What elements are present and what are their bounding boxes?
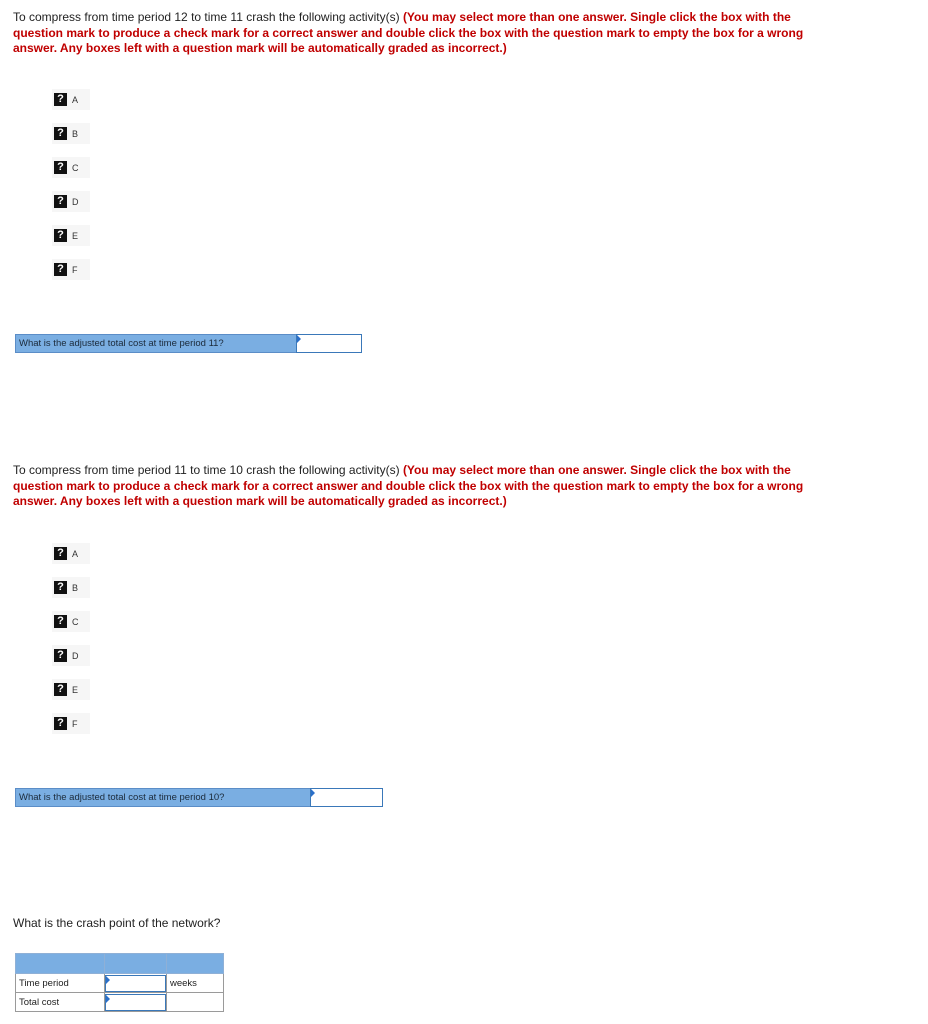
question-mark-checkbox[interactable]: ? [54,93,67,106]
option-c-s1[interactable] [52,157,90,178]
row-label: Total cost [16,993,105,1012]
instruction-2-note: (You may select more than one answer. Single click the box with the question mark to produce a check mark for a correct answer and double click the box with the question mark to empty the box for a wrong answer. Any boxes left with a question mark will be automatically graded as incorrect.) [13,463,804,508]
option-c-s2[interactable] [52,611,90,632]
table-header-row [16,954,224,974]
question-mark-checkbox[interactable]: ? [54,161,67,174]
option-f-s2[interactable] [52,713,90,734]
option-label: D [72,650,79,661]
option-label: C [72,616,79,627]
question-mark-checkbox[interactable]: ? [54,127,67,140]
total-cost-input[interactable] [105,994,166,1011]
option-f-s1[interactable] [52,259,90,280]
option-b-s2[interactable] [52,577,90,598]
question-mark-checkbox[interactable]: ? [54,547,67,560]
instruction-1 [13,10,823,57]
option-a-s1[interactable] [52,89,90,110]
option-label: F [72,264,78,275]
option-label: C [72,162,79,173]
option-d-s1[interactable] [52,191,90,212]
table-row [16,993,224,1012]
question-mark-checkbox[interactable]: ? [54,581,67,594]
option-label: E [72,684,79,695]
question-mark-checkbox[interactable]: ? [54,195,67,208]
option-label: A [72,94,79,105]
option-b-s1[interactable] [52,123,90,144]
question-mark-checkbox[interactable]: ? [54,263,67,276]
question-mark-checkbox[interactable]: ? [54,717,67,730]
option-label: D [72,196,79,207]
option-a-s2[interactable] [52,543,90,564]
option-label: F [72,718,78,729]
instruction-2 [13,463,823,510]
row-unit [167,993,224,1012]
option-label: B [72,582,79,593]
option-label: A [72,548,79,559]
option-e-s2[interactable] [52,679,90,700]
table-row [16,974,224,993]
answer-input[interactable] [296,334,362,353]
option-d-s2[interactable] [52,645,90,666]
question-label: What is the adjusted total cost at time period 11? [19,338,224,349]
answer-input[interactable] [310,788,383,807]
instruction-2-lead: To compress from time period 11 to time 10 crash the following activity(s) [13,463,403,477]
instruction-1-lead: To compress from time period 12 to time 11 crash the following activity(s) [13,10,403,24]
question-mark-checkbox[interactable]: ? [54,683,67,696]
row-label: Time period [16,974,105,993]
instruction-1-note: (You may select more than one answer. Single click the box with the question mark to produce a check mark for a correct answer and double click the box with the question mark to empty the box for a wrong answer. Any boxes left with a question mark will be automatically graded as incorrect.) [13,10,804,55]
question-mark-checkbox[interactable]: ? [54,229,67,242]
question-row-period-11 [15,334,361,353]
time-period-input[interactable] [105,975,166,992]
question-label: What is the adjusted total cost at time period 10? [19,792,225,803]
option-e-s1[interactable] [52,225,90,246]
crash-point-table [15,953,224,1012]
question-mark-checkbox[interactable]: ? [54,615,67,628]
crash-point-question: What is the crash point of the network? [13,916,221,930]
question-row-period-10 [15,788,382,807]
question-mark-checkbox[interactable]: ? [54,649,67,662]
row-unit: weeks [167,974,224,993]
option-label: E [72,230,79,241]
option-label: B [72,128,79,139]
